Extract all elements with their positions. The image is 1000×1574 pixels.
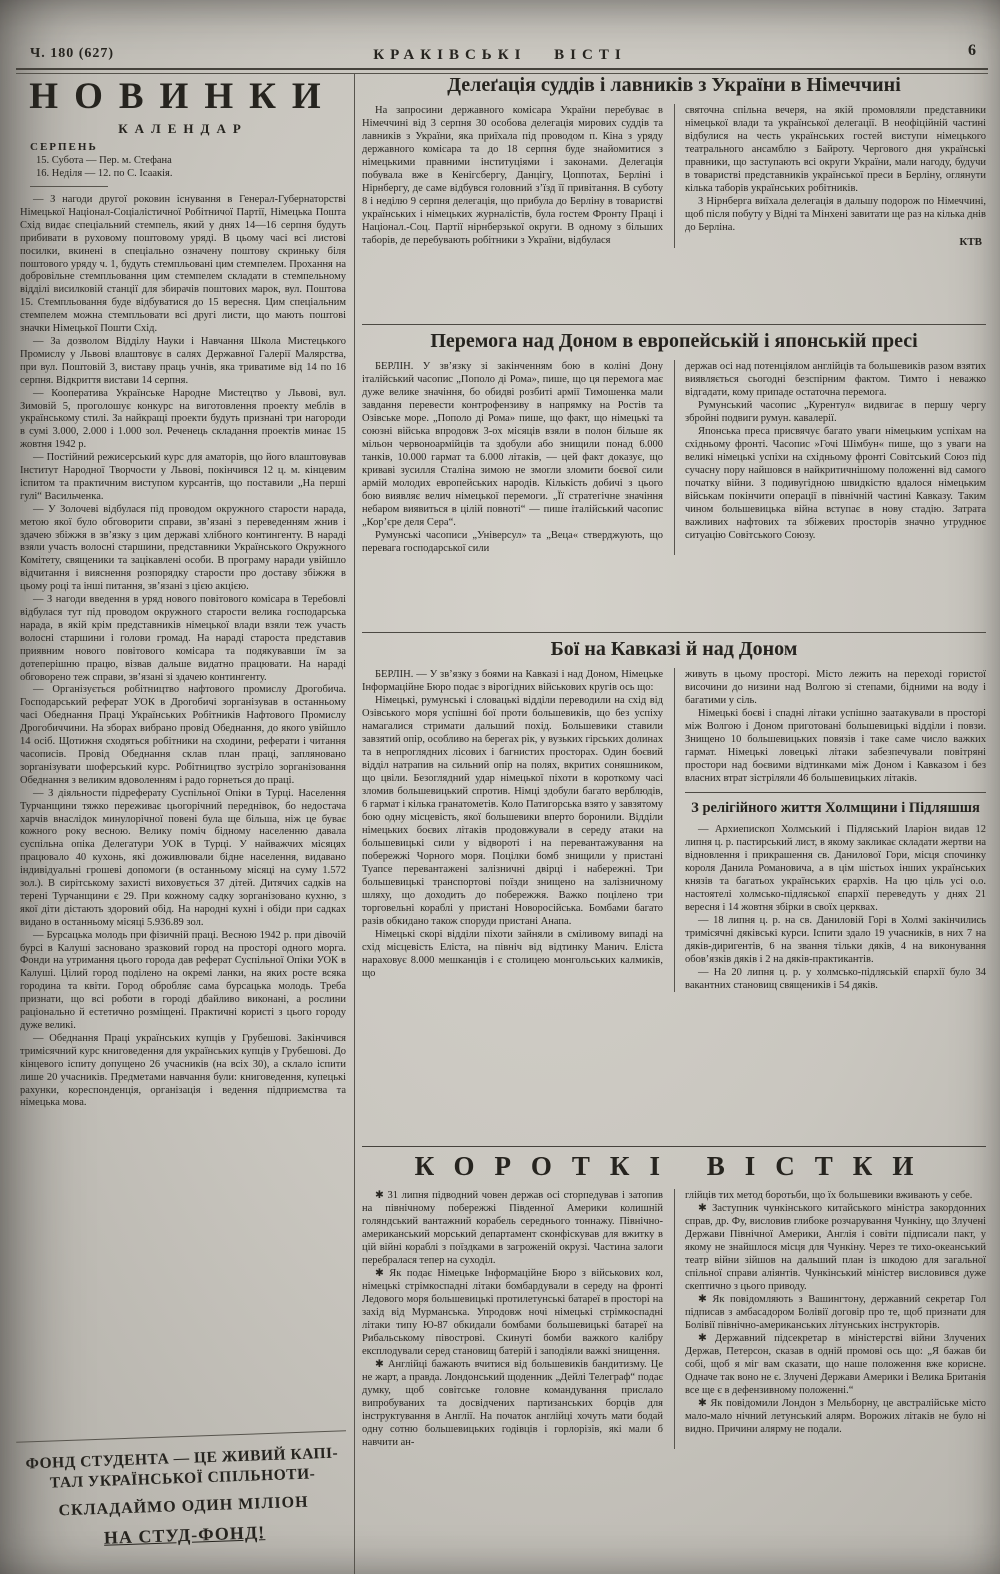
news-paragraph: — З нагоди введення в уряд нового повітового комісара в Теребовлі відбулася тут під проводом окружного старости велика господарська нарада, в якій крім представників німецької влади взяли теж участь волосні старшини і голови громад. На нараді староста представив приявним нового повітового комісара та подякувавши їм за дотеперішню працю, візвав дальше видатно працювати. На нараді обговорено теж справи, зв’язані зі здачею контингенту. bbox=[20, 594, 346, 683]
short-news-item: ✱ 31 липня підводний човен держав осі сторпедував і затопив на північному побережжі Південної Америки колишній голяндський вантажний корабель середнього тоннажу. Північно-американський морський департамент сконфіскував для вжитку в цій війні кораблі з поїздками в загроженій окрузі. Частина залоги перебралася тепер на суходіл. bbox=[362, 1190, 663, 1266]
short-news-item: ✱ Англійці бажають вчитися від большевиків бандитизму. Це не жарт, а правда. Лондонський щоденник „Дейлі Телеграф“ подає думку, щоб совітське головне командування прислало випробуваних та досвідчених партизанських борців для інструктування в Англії. На початок англійці хочуть мати бодай одну сотню большевицьких годівців і горлорізів, які мали б навчити ан- bbox=[362, 1359, 663, 1448]
page-number: 6 bbox=[968, 42, 976, 59]
fund-appeal-slogan: НА СТУД-ФОНД! bbox=[103, 1522, 266, 1548]
article-paragraph: БЕРЛІН. — У зв’язку з боями на Кавказі і над Доном, Німецьке Інформаційне Бюро подає з вірогідних військових кругів ось що: bbox=[362, 669, 663, 693]
article-don-press-col1 bbox=[362, 360, 674, 555]
article-paragraph: Німецькі, румунські і словацькі відділи переводили на схід від Озівського моря успішні бої проти большевиків, що без успіху намагалися стримати дальший похід. Большевики ставили завзятий опір, особливо на берегах рік, у вузьких гірських долинах та в непроглядних лісових і багнистих просторах. Один боєвий відділ натрапив на сильний опір на полях, вкритих соняшником, що цвіли. Безоглядний удар німецької піхоти в короткому часі зломив большевицький спротив. Німці здобули багато верблюдів, 6 гармат і кілька гранатометів. Коло Патигорська взято у завзятому бою одну місцевість, якої большевики вперто боронили. Відділи німецьких боєвих літаків продовжували в середу атаки на большевицькі сили у відвороті і на перевантажування на побережжі Чорного моря. Поцілки бомб знищили у пристані Туапсе перевантажені залізничні двірці і набережні. Три большевицькі транспортові поїзди знищено на залізничному шляху, що доходить до побережжя. Важко поцілено три торговельні кораблі у пристані Новоросійська. Бомбами багато разів обкидано також споруди пристані Анапа. bbox=[362, 695, 663, 927]
article-paragraph: Японська преса присвячує багато уваги німецьким успіхам на східньому фронті. Часопис »Гочі Шімбун« пише, що з уваги на великі німецькі успіхи на східньому фронті Совітський Союз під сучасну пору найшовся в найкритичнішому положенні від самого початку війни. З подивугідною швидкістю вдалося німецьким військам покінчити операції в північній частині Кавказу. Таким чином большевицька війна вступає в нову стадію. Затрата важливих нафтових та збіжевих просторів значно утруднює ситуацію Совітського Союзу. bbox=[685, 426, 986, 541]
news-paragraph: — Обеднання Праці українських купців у Грубешові. Закінчився тримісячний курс книговедення для українських купців у Грубешові. До кінцевого іспиту допущено 26 учасників (на всіх 30), а склало іспити лише 20 учасників. Предметами навчання були: книговедення, купецькі рахунки, кореспонденція, організація і ведення підприємства та німецька мова. bbox=[20, 1032, 346, 1109]
article-paragraph: Румунські часописи „Універсул» та „Веца« стверджують, що перевага господарської сили bbox=[362, 530, 663, 554]
article-paragraph: держав осі над потенціялом англійців та большевиків разом взятих виявляється сьогодні безспірним фактом. Тимто і неважко відгадати, кому припаде остаточна перемога. bbox=[685, 361, 986, 398]
byline: КТВ bbox=[959, 236, 982, 248]
article-paragraph: Румунський часопис „Курентул« видвигає в першу чергу збройні подвиги румун. кавалерії. bbox=[685, 400, 986, 424]
article-separator-rule bbox=[362, 632, 986, 633]
article-paragraph: живуть в цьому просторі. Місто лежить на переході гористої височини до низини над Волгою зі степами, бідними на воду і багатими у сіль. bbox=[685, 669, 986, 706]
article-caucasus-col2-text bbox=[685, 668, 986, 785]
article-paragraph: — На 20 липня ц. р. у холмсько-підляській єпархії було 34 вакантних становищ священиків і 54 дяків. bbox=[685, 967, 986, 992]
article-paragraph: На запросини державного комісара України перебуває в Німеччині від 3 серпня 30 особова делегація мирових суддів та лавників з України, яка приїхала під проводом п. Кіна з уряду державного комісара та до 18 серпня буде знайомитися з німецькими правними інституціями і законами. Делегація побувала вже в Кенігсбергу, Данцігу, Цоппотах, Берліні і Нірнбергу, де саме відбувся головний з’їзд її привітання. В суботу 8 і неділю 9 серпня делегація, що прибула до Берліну в товаристві українських і німецьких журналістів, була гостем Фронту Праці і Націонал.-Соц. Партії нірнберзької округи. В одному з більших таборів, де перебувають робітники з України, відбулася bbox=[362, 105, 663, 246]
short-news-item: ✱ Державний підсекретар в міністерстві війни Злучених Держав, Петерсон, сказав в одній промові ось що: „Я бажав би собі, щоб я міг вам сказати, що наше положення вже корисне. Одначе так воно не є. Злучені Держави Америки і Велика Британія все ще є в дефензивному положенні.“ bbox=[685, 1333, 986, 1396]
news-paragraph: — Кооператива Українське Народне Мистецтво у Львові, вул. Зимовій 5, проголошує конкурс на виготовлення проекту меблів в українському стилі. За найкращі проекти будуть признані три нагороди в сумі 3.000, 2.000 і 1.000 зол. Реченець складання проектів минає 15 жовтня 1942 р. bbox=[20, 387, 346, 451]
article-caucasus-title: Бої на Кавказі й над Доном bbox=[550, 638, 798, 660]
article-paragraph: — Архиепископ Холмський і Підляський Іларіон видав 12 липня ц. р. пастирський лист, в якому закликає складати жертви на відновлення і прикрашення св. Данилової Гори, місця спочинку короля Данила Романовича, а в цім шістьох інших українських князів та багатьох українських єрархів. На цю ціль усі о.о. настоятелі холмсько-підляської єпархії переведуть у днях 21 вересня і 14 жовтня збірки в своїх церквах. bbox=[685, 824, 986, 914]
article-delegation bbox=[362, 74, 986, 322]
article-delegation-col2-text bbox=[685, 104, 986, 234]
article-separator-rule bbox=[362, 324, 986, 325]
short-news-item: глійців тих метод боротьби, що їх большевики вживають у себе. bbox=[685, 1190, 973, 1201]
calendar-title: КАЛЕНДАР bbox=[118, 121, 248, 136]
calendar-separator bbox=[30, 186, 108, 187]
short-news-item: ✱ Як подає Німецьке Інформаційне Бюро з військових кол, німецькі стрімкоспадні літаки бомбардували в середу на фронті Ледового моря большевицькі протилетунські батареї в просторі на захід від Мурманська. Упродовж ночі німецькі стрімкоспадні літаки типу Ю-87 обкидали бомбами большевицькі батареї на Рибальському півострові. Скинуті бомби важкого калібру експлодували серед становищ батерій і заподіяли важкі знищення. bbox=[362, 1268, 663, 1357]
article-paragraph: Німецькі боєві і спадні літаки успішно заатакували в просторі між Волгою і Доном приготовані большевицькі відділи і повзи. Знищено 10 большевицьких повязів і таке саме число важких гармат. Німецькі ловецькі літаки забезпечували повітряні простори над боєвими відтинками між Доном і Кавказом і без власних втрат зістріляли 46 большевицьких літаків. bbox=[685, 708, 986, 784]
fund-appeal-line: ФОНД СТУДЕНТА — ЦЕ ЖИВИЙ КАПІ- bbox=[25, 1444, 339, 1473]
article-paragraph: БЕРЛІН. У зв’язку зі закінченням бою в коліні Дону італійський часопис „Пополо ді Рома», пише, що ця перемога має дуже велике значіння, бо обидві розбиті армії Тимошенка мали завдання перевести контрофензиву в напрямку на Ростів та Озівське море. „Пополо ді Рома» пише, що факт, що німецькі та союзні війська впродовж 3-ох місяців взяли в полон більше як мільон червоноармійців та здобули або знищили понад 6.000 танків, 10.000 гармат та 6.000 літаків, — цей факт доказує, що криваві зусилля Сталіна зимою не змогли зломити боєвої сили армій молодих европейських народів. Кількість добичі з цього бою виявляє велич німецької перемоги. „Її стратегічне значіння небаром виявиться в цілій повноті“ — пише італійський часопис „Кор’єре деля Сера“. bbox=[362, 361, 663, 528]
calendar-entries bbox=[20, 154, 346, 180]
article-kholm-title: З релігійного життя Холмщини і Підляшшя bbox=[691, 800, 980, 816]
article-short-news-col1 bbox=[362, 1189, 674, 1449]
article-short-news-columns bbox=[362, 1189, 986, 1449]
news-paragraph: — З діяльности підреферату Суспільної Опіки в Турці. Населення Турчанщини тяжко переживає цьогорічний переднівок, бо недостача харчів внаслідок минулорічної повені була ще більша, ніж це буває кожного року весною. Велику поміч бідному населенню давала суспільна опіка Делегатури УОК в Турці. У найважчих місяцях працювало 40 кухонь, які доживлювали бідне населення, видавано індивідуальні грошеві допомоги (в останньому місяці на суму 1.572 зол.). В сирітському захисті виховується 37 дітей. Дитячих садків на терені Турчанщини є 29. При кожному садку зорганізовано кухню, з якої діти дістають здоровий обід. На народні кухні і обіди при садках видано в останньому місяці 5.936.89 зол. bbox=[20, 787, 346, 928]
section-title-novynky: НОВИНКИ bbox=[29, 76, 337, 117]
fund-appeal-line: ТАЛ УКРАЇНСЬКОЇ СПІЛЬНОТИ- bbox=[49, 1465, 316, 1492]
article-paragraph: З Нірнберга виїхала делегація в дальшу подорож по Німеччині, щоб після побуту у Відні та Мінхені завитати ще раз на кілька днів до Берліна. bbox=[685, 196, 986, 233]
short-news-item: ✱ Як повідомили Лондон з Мельборну, це австралійське місто мало-мало нічний летунський алярм. Ворожих літаків не було ні видно. Причини алярму не подали. bbox=[685, 1398, 986, 1435]
article-kholm-text bbox=[685, 823, 986, 992]
article-delegation-columns bbox=[362, 104, 986, 248]
short-news-item: ✱ Заступник чункінського китайського міністра закордонних справ, др. Фу, висловив глибоке розчарування Чункіну, що Злучені Держави Північної Америки, Англія і совіти підписали пакт, у якому не знайшлося місця для Чункіну. Через те тихо-океанський театр війни зійшов на дальший план із шкодою для загальної спільної справи аліянтів. Чункінський міністер висловився дуже скептично з цього приводу. bbox=[685, 1203, 986, 1292]
main-column-divider bbox=[354, 74, 355, 1574]
calendar-entry: 16. Неділя — 12. по С. Ісаакія. bbox=[36, 168, 173, 179]
news-paragraph: — За дозволом Відділу Науки і Навчання Школа Мистецького Промислу у Львові влаштовує в салях Державної Галерії Малярства, при вул. Поштовій 3, виставу праць учнів, яка триватиме від 14 по 16 серпня. Відкриття вистави 14 серпня. bbox=[20, 335, 346, 386]
article-delegation-title: Делеґація суддів і лавників з України в Німеччині bbox=[447, 74, 901, 96]
article-caucasus-columns bbox=[362, 668, 986, 992]
article-don-press-columns bbox=[362, 360, 986, 555]
masthead: КРАКІВСЬКІ ВІСТІ bbox=[373, 47, 627, 63]
article-caucasus bbox=[362, 638, 986, 1144]
article-don-press-col2 bbox=[674, 360, 986, 555]
article-short-news-title: КОРОТКІ ВІСТКИ bbox=[414, 1151, 934, 1181]
article-delegation-col1 bbox=[362, 104, 674, 248]
news-column bbox=[20, 76, 346, 1428]
calendar-month: СЕРПЕНЬ bbox=[30, 141, 98, 153]
news-items bbox=[20, 194, 346, 1110]
article-short-news-col2 bbox=[674, 1189, 986, 1449]
news-paragraph: — Організується робітництво нафтового промислу Дрогобича. Господарський реферат УОК в Дрогобичі зорганізував в останньому часі Обеднання Праці Українських Робітників Нафтового Промислу Дрогобиччини. На зборах вибрано провід Обеднання, до якого увійшло 14 осіб. Щотижня сходяться робітники на сходини, реферати і читання часописів. Провід Обеднання склав план праці, запляновано зорганізувати шоферський курс. Робітництво зустріло зорганізовання Обеднання з великим вдоволенням і радо горнеться до праці. bbox=[20, 684, 346, 786]
article-delegation-col2 bbox=[674, 104, 986, 248]
news-paragraph: — У Золочеві відбулася під проводом окружного старости нарада, метою якої було обговорити справи, зв’язані з переведенням жнив і здачею збіжжя в зв’язку з цим державі хлібного контингенту. В нараді взяли участь волосні старшини, представники Українського Окружного Комітету, священики та зацікавлені особи. В програму наради увійшло відчитання і вияснення розпорядку старости про доставу збіжжя в цьому році та інші питання, зв’язані з цією акцією. bbox=[20, 503, 346, 593]
article-paragraph: — 18 липня ц. р. на св. Даниловій Горі в Холмі закінчились тримісячні дяківські курси. Іспити здало 19 учасників, в них 7 на дяків-диригентів, 6 на звання тільки дяків, 4 на виконування обов’язків дяків і 2 на дяків-практикантів. bbox=[685, 915, 986, 966]
article-caucasus-col1 bbox=[362, 668, 674, 992]
fund-appeal-line: СКЛАДАЙМО ОДИН МІЛІОН bbox=[58, 1493, 309, 1520]
article-short-news bbox=[362, 1146, 986, 1574]
article-separator-rule bbox=[685, 792, 986, 793]
news-paragraph: — Постійний режисерський курс для аматорів, що його влаштовував Інститут Народної Творчости у Львові, покінчився 12 ц. м. кінцевим іспитом та практичним виступом курсантів, що поставили „На перші гулі“ Васильченка. bbox=[20, 452, 346, 502]
article-don-press bbox=[362, 330, 986, 630]
article-caucasus-col2 bbox=[674, 668, 986, 992]
short-news-item: ✱ Як повідомляють з Вашингтону, державний секретар Гол підписав з амбасадором Болівії договір про те, щоб признати для Болівії північно-американських літунських інструкторів. bbox=[685, 1294, 986, 1331]
article-don-press-title: Перемога над Доном в европейській і японській пресі bbox=[430, 330, 918, 352]
news-paragraph: — З нагоди другої роковин існування в Генерал-Губернаторстві Німецької Націонал-Соціалістичної Робітничої Партії, Німецька Пошта Схід видає спеціальний стемпель, який у днях 14—16 серпня будуть прибивати в руховому поштовому уряді. В цьому часі всі листові посилки, вкинені в спеціально означену поштову скриньку біля поштового уряду ч. 1, будуть стемпльовані цим стемпелем. Прохання на добровільне стемпльовання цим стемпелем складати в стемпельному відділі висилковій станції для збирачів поштових марок, вул. Поштова 15. Стемпльовання буде відбуватися до 15 вересня. Цим спеціальним стемпелем можна стемпльовати всі другі листи, що мають поштові значки Німецької Пошти Схід. bbox=[20, 194, 346, 335]
article-paragraph: святочна спільна вечеря, на якій промовляли представники німецької влади та української делегації. В неофіційній частині відбулися на честь українських гостей виступи німецького театрального ансамблю з Байроту. Чергового дня українські правники, що заступають всі округи України, мали нагоду, будучи в товаристві представників української преси в Берліну, оглянути кілька таборів українських робітників. bbox=[685, 105, 986, 194]
fund-appeal bbox=[16, 1430, 350, 1551]
article-paragraph: Німецькі скорі відділи піхоти зайняли в сміливому випаді на схід місцевість Еліста, на північ від відтинку Манич. Еліста нараховує 8.000 мешканців і є столицею монгольських калмиків, що bbox=[362, 929, 663, 979]
news-paragraph: — Бурсацька молодь при фізичній праці. Весною 1942 р. при дівочій бурсі в Калуші засновано зразковий город на просторі одного морга. Фонди на утримання цього города дав реферат Суспільної Опіки УОК в Калуші. Цілий город поділено на окремі ланки, на яких росте всяка городина та квіти. Город обробляє сама бурсацька молодь. Треба признати, що всі роботи в городі дбайливо виконані, а рослини раціонально й естетично розміщені. Практичні користі з цього городу дуже великі. bbox=[20, 929, 346, 1031]
issue-number: Ч. 180 (627) bbox=[30, 46, 115, 61]
calendar-entry: 15. Субота — Пер. м. Стефана bbox=[36, 155, 172, 166]
